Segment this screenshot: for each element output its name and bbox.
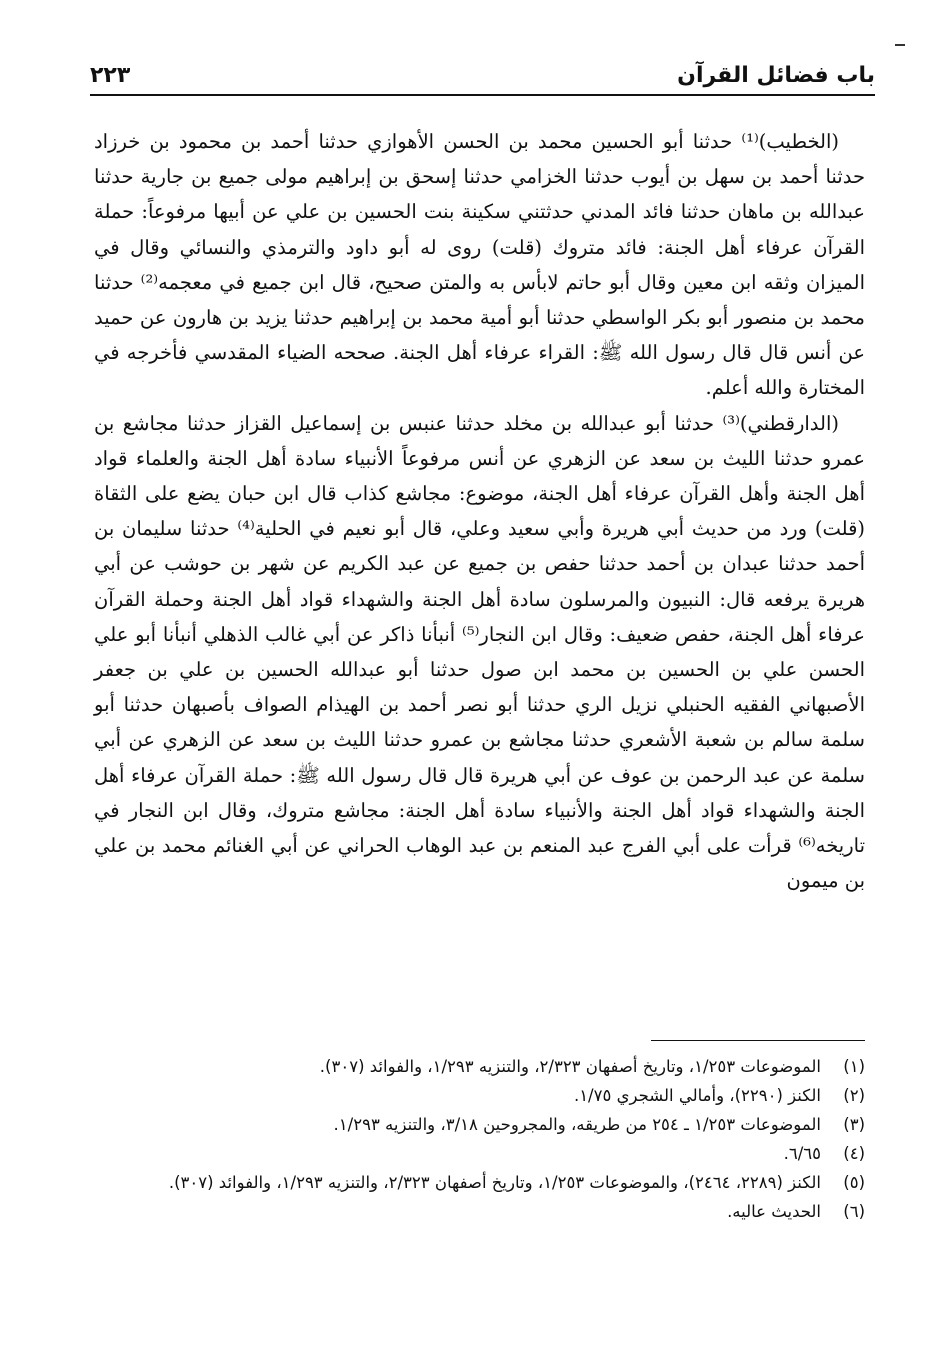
footnote-number: (٤)	[843, 1144, 865, 1163]
footnote-text: الكنز (٢٢٩٠)، وأمالي الشجري ١/٧٥.	[573, 1086, 821, 1105]
page-header	[90, 56, 875, 96]
footnote	[94, 1110, 865, 1139]
footnote-text: الموضوعات ١/٢٥٣ ـ ٢٥٤ من طريقه، والمجروحين ٣/١٨، والتنزيه ١/٢٩٣.	[333, 1115, 821, 1134]
main-text	[94, 124, 865, 898]
footnote-number: (٦)	[843, 1202, 865, 1221]
corner-mark	[895, 44, 905, 46]
footnote	[94, 1052, 865, 1081]
footnote-separator	[651, 1040, 865, 1041]
paragraph-daraqutni: (الدارقطني)⁽³⁾ حدثنا أبو عبدالله بن مخلد حدثنا عنبس بن إسماعيل القزاز حدثنا مجاشع بن عمرو حدثنا الليث بن سعد عن الزهري عن أنس مرفوعاً الأنبياء سادة أهل الجنة والعلماء قواد أهل الجنة وأهل القرآن عرفاء أهل الجنة، موضوع: مجاشع كذاب قال ابن حبان يضع على الثقاة (قلت) ورد من حديث أبي هريرة وأبي سعيد وعلي، قال أبو نعيم في الحلية⁽⁴⁾ حدثنا سليمان بن أحمد حدثنا عبدان بن أحمد حدثنا حفص بن جميع عن عبد الكريم عن شهر بن حوشب عن أبي هريرة يرفعه قال: النبيون والمرسلون سادة أهل الجنة والشهداء قواد أهل الجنة وحملة القرآن عرفاء أهل الجنة، حفص ضعيف: وقال ابن النجار⁽⁵⁾ أنبأنا ذاكر عن أبي غالب الذهلي أنبأنا أبو علي الحسن علي بن الحسين بن محمد ابن صول حدثنا أبو عبدالله الحسين بن علي بن جعفر الأصبهاني الفقيه الحنبلي نزيل الري حدثنا أبو نصر أحمد بن الهيذام الصواف بأصبهان حدثنا أبو سلمة سالم بن شعبة الأشعري حدثنا مجاشع بن عمرو حدثنا الليث بن سعد عن الزهري عن أبي سلمة عن عبد الرحمن بن عوف عن أبي هريرة قال قال رسول الله ﷺ: حملة القرآن عرفاء أهل الجنة والشهداء قواد أهل الجنة والأنبياء سادة أهل الجنة: مجاشع متروك، وقال ابن النجار في تاريخه⁽⁶⁾ قرأت على أبي الفرج عبد المنعم بن عبد الوهاب الحراني عن أبي الغنائم محمد بن علي بن ميمون	[94, 411, 865, 893]
footnote-text: الموضوعات ١/٢٥٣، وتاريخ أصفهان ٢/٣٢٣، والتنزيه ١/٢٩٣، والفوائد (٣٠٧).	[319, 1057, 821, 1076]
paragraph-khatib: (الخطيب)⁽¹⁾ حدثنا أبو الحسين محمد بن الحسن الأهوازي حدثنا أحمد بن محمود بن خرزاد حدثنا أحمد بن سهل بن أيوب حدثنا الخزامي حدثنا إسحق بن إبراهيم مولى جميع بن جارية حدثنا عبدالله بن ماهان حدثنا فائد المدني حدثتني سكينة بنت الحسين بن علي عن أبيها مرفوعاً: حملة القرآن عرفاء أهل الجنة: فائد متروك (قلت) روى له أبو داود والترمذي والنسائي وقال في الميزان وثقه ابن معين وقال أبو حاتم لابأس به والمتن صحيح، قال ابن جميع في معجمه⁽²⁾ حدثنا محمد بن منصور أبو بكر الواسطي حدثنا أبو أمية محمد بن إبراهيم حدثنا يزيد بن هارون عن حميد عن أنس قال قال رسول الله ﷺ: القراء عرفاء أهل الجنة. صححه الضياء المقدسي فأخرجه في المختارة والله أعلم.	[94, 130, 865, 400]
running-title: باب فضائل القرآن	[677, 63, 875, 88]
footnote	[94, 1081, 865, 1110]
footnote-number: (١)	[843, 1057, 865, 1076]
page-number: ٢٢٣	[90, 63, 131, 88]
footnote-text: الكنز (٢٢٨٩، ٢٤٦٤)، والموضوعات ١/٢٥٣، وتاريخ أصفهان ٢/٣٢٣، والتنزيه ١/٢٩٣، والفوائد (٣٠٧).	[168, 1173, 821, 1192]
footnote	[94, 1139, 865, 1168]
footnote	[94, 1197, 865, 1226]
footnote-text: ٦/٦٥.	[783, 1144, 821, 1163]
footnote-text: الحديث عاليه.	[727, 1202, 821, 1221]
footnote-number: (٣)	[843, 1115, 865, 1134]
footnote-number: (٥)	[843, 1173, 865, 1192]
footnote	[94, 1168, 865, 1197]
footnote-number: (٢)	[843, 1086, 865, 1105]
footnotes	[94, 1052, 865, 1226]
